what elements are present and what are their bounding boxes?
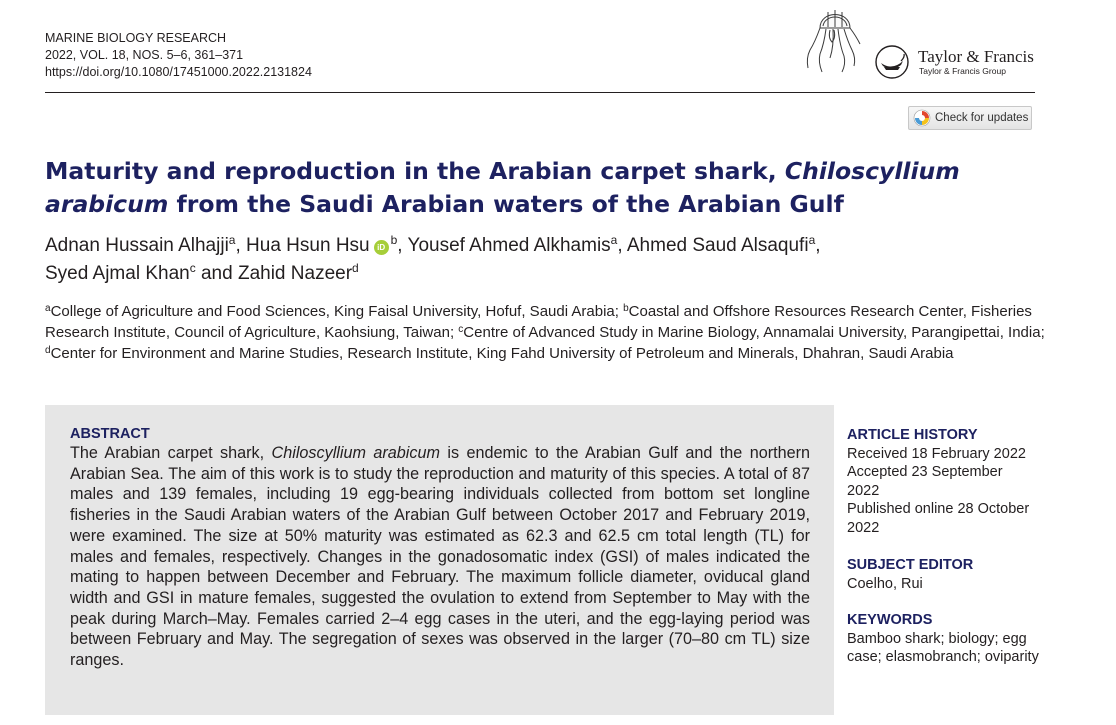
orcid-icon[interactable]: iD: [374, 240, 389, 255]
publisher-group: Taylor & Francis Group: [919, 66, 1006, 76]
author-name[interactable]: Adnan Hussain Alhajji: [45, 235, 229, 256]
journal-volume: 2022, VOL. 18, NOS. 5–6, 361–371: [45, 48, 244, 62]
received-date: Received 18 February 2022: [847, 445, 1026, 462]
published-date: Published online 28 October 2022: [847, 501, 1030, 536]
title-part1: Maturity and reproduction in the Arabian carpet shark,: [45, 157, 785, 185]
title-part2: from the Saudi Arabian waters of the Arabian Gulf: [168, 190, 844, 218]
abstract-species: Chiloscyllium arabicum: [271, 444, 440, 462]
author-name[interactable]: Ahmed Saud Alsaqufi: [626, 235, 809, 256]
author-name[interactable]: Yousef Ahmed Alkhamis: [407, 235, 611, 256]
affiliations: [45, 301, 1045, 364]
header-rule: [45, 92, 1035, 93]
abstract-lead: The Arabian carpet shark,: [70, 444, 272, 462]
author-name[interactable]: Hua Hsun Hsu: [246, 235, 370, 256]
affiliation-key: a: [45, 303, 51, 314]
author-separator: ,: [815, 235, 821, 256]
doi-link[interactable]: https://doi.org/10.1080/17451000.2022.2131824: [45, 65, 312, 79]
affiliation-key: c: [458, 324, 464, 335]
subject-editor: [847, 556, 1047, 593]
affiliation-key: b: [623, 303, 629, 314]
article-history-heading: ARTICLE HISTORY: [847, 427, 978, 443]
author-separator: ,: [397, 235, 408, 256]
paper-title: [45, 155, 1045, 221]
affiliation-text: College of Agriculture and Food Sciences, King Faisal University, Hofuf, Saudi Arabia;: [50, 303, 624, 320]
journal-info: [45, 30, 312, 81]
author-affiliation-mark: c: [189, 261, 196, 275]
journal-name: MARINE BIOLOGY RESEARCH: [45, 31, 227, 45]
abstract-heading: ABSTRACT: [70, 426, 150, 442]
article-history: [847, 426, 1047, 537]
author-list: [45, 232, 1045, 288]
author-name[interactable]: Syed Ajmal Khan: [45, 263, 190, 284]
affiliation-key: d: [45, 345, 51, 356]
author-affiliation-mark: a: [808, 233, 816, 247]
keywords-heading: KEYWORDS: [847, 612, 933, 628]
abstract-body: is endemic to the Arabian Gulf and the northern Arabian Sea. The aim of this work is to study the reproduction and maturity of this species. A total of 87 males and 139 females, including 19 egg-bearing individuals collected from bottom set longline fisheries in the Saudi Arabian waters of the Arabian Gulf between October 2017 and February 2019, were examined. The size at 50% maturity was estimated as 62.3 and 62.5 cm total length (TL) for males and females, respectively. Changes in the gonadosomatic index (GSI) of males indicated the mating to happen between December and February. The maximum follicle diameter, oviducal gland width and GSI in mature females, suggested the ovulation to extend from September to May with the peak during March–May. Females carried 2–4 egg cases in the uteri, and the egg-laying period was between February and May. The segregation of sexes was observed in the larger (70–80 cm TL) size ranges.: [70, 444, 810, 670]
title-species: Chiloscyllium arabicum: [45, 157, 960, 218]
publisher-logo[interactable]: [873, 44, 1043, 84]
author-name[interactable]: Zahid Nazeer: [237, 263, 353, 284]
check-for-updates-button[interactable]: [908, 106, 1032, 130]
author-separator: ,: [617, 235, 627, 256]
check-updates-label: Check for updates: [935, 112, 1029, 124]
check-updates-icon: [913, 109, 931, 127]
affiliation-text: Coastal and Offshore Resources Research Center, Fisheries Research Institute, Council of Agriculture, Kaohsiung, Taiwan;: [45, 303, 1032, 341]
subject-editor-name: Coelho, Rui: [847, 575, 923, 592]
author-separator: ,: [235, 235, 247, 256]
jellyfish-icon: [800, 2, 870, 74]
author-affiliation-mark: b: [390, 233, 398, 247]
keywords-text: Bamboo shark; biology; egg case; elasmobranch; oviparity: [847, 630, 1039, 665]
subject-editor-heading: SUBJECT EDITOR: [847, 557, 974, 573]
publisher-name: Taylor & Francis: [918, 47, 1034, 66]
accepted-date: Accepted 23 September 2022: [847, 464, 1003, 499]
abstract-box: [45, 405, 834, 715]
author-affiliation-mark: a: [228, 233, 236, 247]
author-affiliation-mark: a: [610, 233, 618, 247]
author-affiliation-mark: d: [352, 261, 359, 275]
affiliation-text: Centre of Advanced Study in Marine Biology, Annamalai University, Parangipettai, India;: [463, 324, 1045, 341]
lamp-icon: [873, 44, 911, 80]
author-separator: and: [195, 263, 238, 284]
keywords: [847, 611, 1042, 667]
abstract-text: [70, 443, 810, 671]
affiliation-text: Center for Environment and Marine Studies, Research Institute, King Fahd University of Petroleum and Minerals, Dhahran, Saudi Arabia: [50, 345, 954, 362]
